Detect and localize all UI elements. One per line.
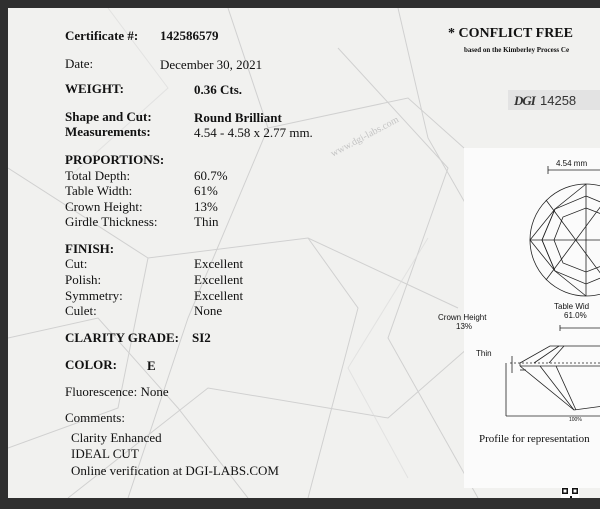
finish-label: Symmetry: [65,288,123,303]
crown-height-value: 13% [456,322,473,331]
finish-label: Cut: [65,256,88,271]
color-label: COLOR: [65,357,117,372]
fluorescence-text: Fluorescence: None [65,384,169,399]
finish-value: None [194,303,223,318]
proportion-label: Crown Height: [65,199,143,214]
dgi-logo: DGI [514,93,535,108]
proportion-label: Table Width: [65,183,133,198]
date-value: December 30, 2021 [160,57,263,72]
comments-label: Comments: [65,410,125,425]
weight-value: 0.36 Cts. [194,82,243,97]
date-label: Date: [65,56,94,71]
finish-label: Culet: [65,303,97,318]
color-value: E [147,358,156,373]
qr-code-icon [561,487,579,498]
kimberley-process-text: based on the Kimberley Process Ce [464,46,570,54]
proportion-label: Total Depth: [65,168,131,183]
weight-label: WEIGHT: [65,81,124,96]
certificate-document [8,8,600,498]
certificate-number-label: Certificate #: [65,28,139,43]
measurements-label: Measurements: [65,124,151,139]
diamond-profile-icon [506,325,600,416]
proportions-heading: PROPORTIONS: [65,152,165,167]
profile-caption: Profile for representation [479,433,590,445]
measurements-value: 4.54 - 4.58 x 2.77 mm. [194,125,313,140]
finish-heading: FINISH: [65,241,115,256]
comment-line: Clarity Enhanced [71,430,162,445]
finish-label: Polish: [65,272,102,287]
girdle-thickness-label: Thin [476,349,492,358]
crown-height-label: Crown Height [438,313,487,322]
table-width-value: 61.0% [564,311,587,320]
proportion-label: Girdle Thickness: [65,214,158,229]
conflict-free-heading: * CONFLICT FREE [448,26,573,41]
shape-label: Shape and Cut: [65,109,152,124]
clarity-grade-label: CLARITY GRADE: [65,330,179,345]
clarity-grade-value: SI2 [192,330,211,345]
dgi-report-number: 14258 [540,93,577,108]
diameter-label: 4.54 mm [556,159,588,168]
diamond-top-view-icon [530,166,600,296]
finish-value: Excellent [194,272,244,287]
finish-value: Excellent [194,256,244,271]
comment-line: IDEAL CUT [71,446,139,461]
percent-label: 100% [569,417,582,423]
proportion-value: 61% [194,183,218,198]
shape-value: Round Brilliant [194,110,282,125]
comment-line: Online verification at DGI-LABS.COM [71,463,279,478]
table-width-label: Table Wid [554,302,590,311]
proportion-value: 13% [194,199,218,214]
finish-value: Excellent [194,288,244,303]
certificate-number-value: 142586579 [160,28,219,43]
proportion-value: Thin [194,214,219,229]
watermark-text: www.dgi-labs.com [328,114,401,160]
proportion-value: 60.7% [194,168,228,183]
